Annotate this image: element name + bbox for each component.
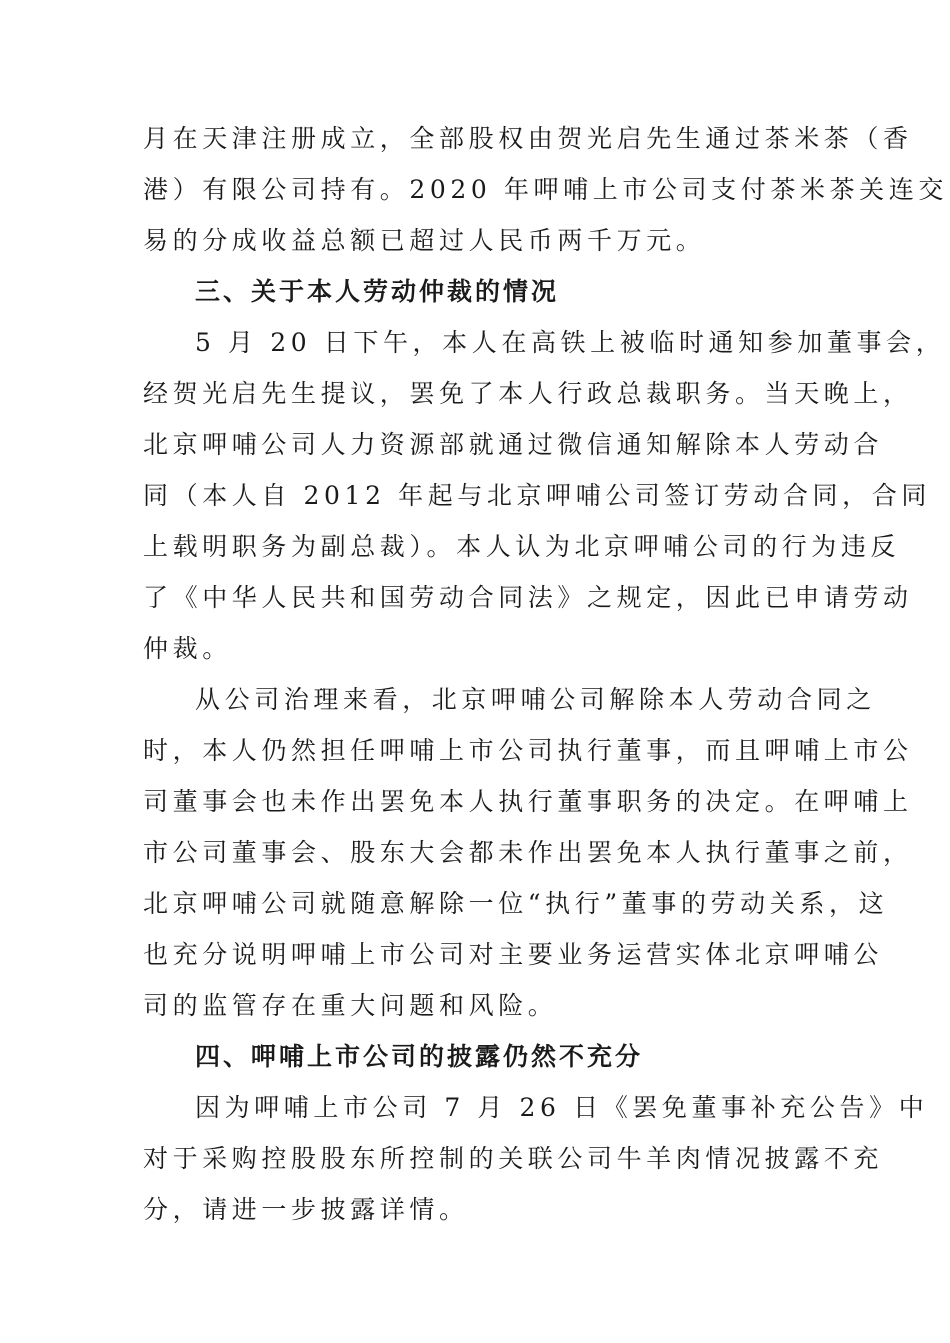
body-text-line: 港）有限公司持有。2020 年呷哺上市公司支付茶米茶关连交: [143, 175, 948, 204]
body-text-line: 因为呷哺上市公司 7 月 26 日《罢免董事补充公告》中: [195, 1093, 929, 1122]
body-text-line: 经贺光启先生提议，罢免了本人行政总裁职务。当天晚上，: [143, 379, 913, 408]
body-text-line: 北京呷哺公司人力资源部就通过微信通知解除本人劳动合: [143, 430, 884, 459]
body-text-line: 了《中华人民共和国劳动合同法》之规定，因此已申请劳动: [143, 583, 913, 612]
body-text-line: 司董事会也未作出罢免本人执行董事职务的决定。在呷哺上: [143, 787, 913, 816]
section-heading-4: 四、呷哺上市公司的披露仍然不充分: [195, 1042, 644, 1071]
section-heading-3: 三、关于本人劳动仲裁的情况: [195, 277, 560, 306]
body-text-line: 仲裁。: [143, 634, 232, 663]
body-text-line: 易的分成收益总额已超过人民币两千万元。: [143, 226, 706, 255]
body-text-line: 也充分说明呷哺上市公司对主要业务运营实体北京呷哺公: [143, 940, 884, 969]
body-text-line: 司的监管存在重大问题和风险。: [143, 991, 558, 1020]
body-text-line: 对于采购控股股东所控制的关联公司牛羊肉情况披露不充: [143, 1144, 884, 1173]
body-text-line: 上载明职务为副总裁）。本人认为北京呷哺公司的行为违反: [143, 532, 901, 561]
body-text-line: 月在天津注册成立，全部股权由贺光启先生通过茶米茶（香: [143, 124, 913, 153]
body-text-line: 从公司治理来看，北京呷哺公司解除本人劳动合同之: [195, 685, 876, 714]
body-text-line: 5 月 20 日下午，本人在高铁上被临时通知参加董事会，: [195, 328, 946, 357]
body-text-line: 同（本人自 2012 年起与北京呷哺公司签订劳动合同，合同: [143, 481, 931, 510]
body-text-line: 分，请进一步披露详情。: [143, 1195, 469, 1224]
body-text-line: 北京呷哺公司就随意解除一位“执行”董事的劳动关系，这: [143, 889, 889, 918]
body-text-line: 市公司董事会、股东大会都未作出罢免本人执行董事之前，: [143, 838, 913, 867]
body-text-line: 时，本人仍然担任呷哺上市公司执行董事，而且呷哺上市公: [143, 736, 913, 765]
